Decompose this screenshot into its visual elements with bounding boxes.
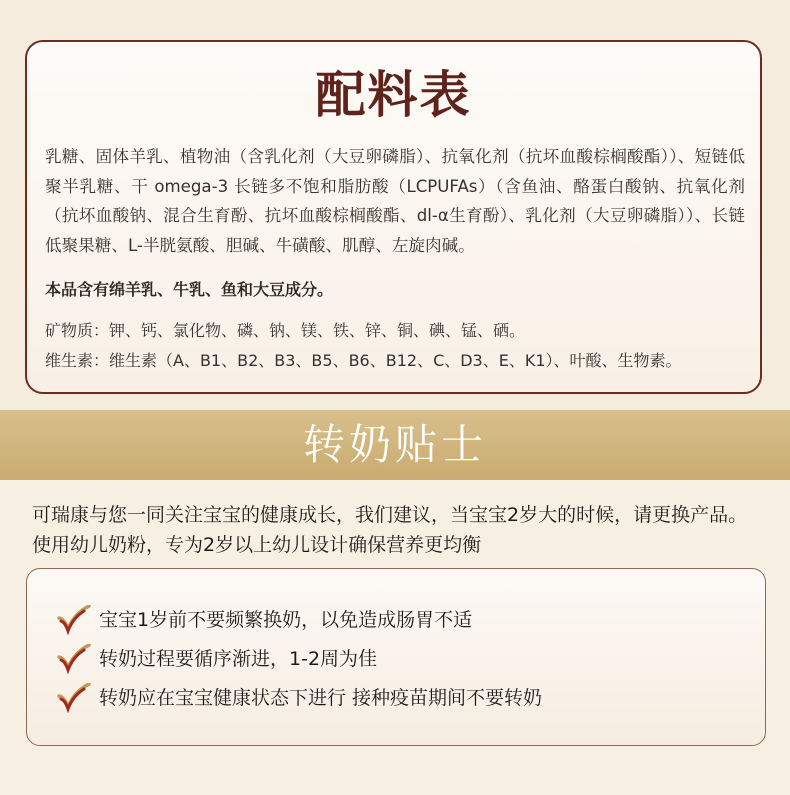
ingredients-title: 配料表: [315, 66, 472, 124]
tip-item: [57, 683, 542, 713]
vitamins-line: 维生素：维生素（A、B1、B2、B3、B5、B6、B12、C、D3、E、K1）、叶酸、生物素。: [45, 351, 682, 370]
tips-banner: [0, 410, 790, 480]
checkmark-icon: [57, 683, 91, 713]
bottom-strip: [0, 760, 790, 795]
tips-card: [26, 568, 766, 746]
minerals-line: 矿物质：钾、钙、氯化物、磷、钠、镁、铁、锌、铜、碘、锰、硒。: [45, 321, 526, 340]
checkmark-icon: [57, 644, 91, 674]
tip-item: [57, 605, 472, 635]
checkmark-icon: [57, 605, 91, 635]
tip-item: [57, 644, 377, 674]
allergen-statement: 本品含有绵羊乳、牛乳、鱼和大豆成分。: [45, 280, 334, 299]
tip-text: 转奶应在宝宝健康状态下进行 接种疫苗期间不要转奶: [99, 687, 543, 709]
tips-intro: 可瑞康与您一同关注宝宝的健康成长，我们建议，当宝宝2岁大的时候，请更换产品。使用幼儿奶粉，专为2岁以上幼儿设计确保营养更均衡: [32, 504, 748, 556]
tip-text: 宝宝1岁前不要频繁换奶，以免造成肠胃不适: [99, 609, 473, 631]
ingredients-text: 乳糖、固体羊乳、植物油（含乳化剂（大豆卵磷脂）、抗氧化剂（抗坏血酸棕榈酸酯））、短链低聚半乳糖、干 omega-3 长链多不饱和脂肪酸（LCPUFAs）（含鱼油、酪蛋白酸钠、抗氧化剂（抗坏血酸钠、混合生育酚、抗坏血酸棕榈酸酯、dl-α生育酚）、乳化剂（大豆卵磷脂））、长链低聚果糖、L-半胱氨酸、胆碱、牛磺酸、肌醇、左旋肉碱。: [45, 147, 745, 255]
tips-title: 转奶贴士: [302, 420, 487, 469]
ingredients-card: [25, 40, 762, 394]
tip-text: 转奶过程要循序渐进，1-2周为佳: [99, 648, 378, 670]
